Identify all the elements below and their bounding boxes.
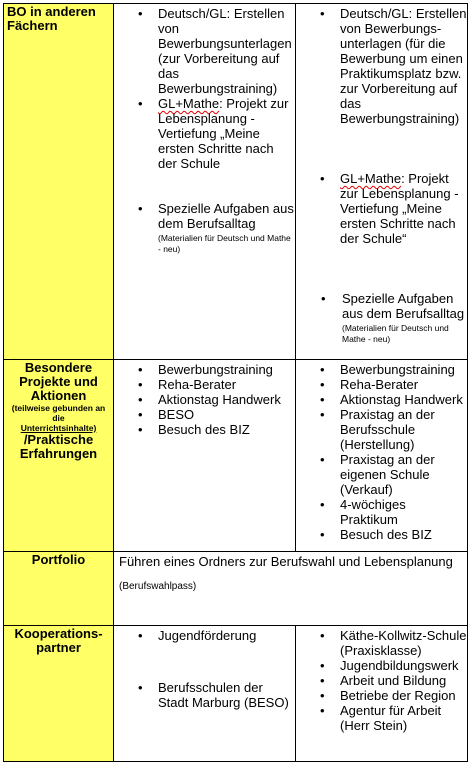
row-kooperation [4,626,468,762]
list-item: • Berufsschulen der Stadt Marburg (BESO) [114,680,295,710]
cell-kooperation-col2 [296,626,468,762]
header-projekte-label: Besondere Projekte und Aktionen [19,360,98,403]
list-item: • Praxistag an der eigenen Schule (Verkauf) [296,452,467,497]
list-projekte-col2 [296,362,467,542]
header-kooperation [4,626,114,762]
list-item: • GL+Mathe: Projekt zur Lebensplanung - Vertiefung „Meine ersten Schritte nach der Schule“ [296,171,467,246]
spell-marked-text: GL+Mathe [340,171,402,186]
header-projekte-note2: Unterrichtsinhalte) [20,423,97,433]
header-projekte [4,360,114,552]
list-item: • Deutsch/GL: Erstellen von Bewerbungs-unterlagen (für die Bewerbung um einen Praktikumsplatz bzw. zur Vorbereitung auf das Bewerbungstraining) [296,6,467,126]
list-item: • Jugendbildungswerk [296,658,467,673]
materials-note: (Materialien für Deutsch und Mathe - neu) [158,233,291,254]
list-item: • Jugendförderung [114,628,295,643]
header-portfolio-label: Portfolio [31,552,86,567]
list-faecher-col1 [114,6,295,255]
cell-projekte-col2 [296,360,468,552]
spell-marked-text: GL+Mathe [158,96,220,111]
list-projekte-col1 [114,362,295,437]
cell-faecher-col2 [296,4,468,360]
bo-table [3,3,468,762]
portfolio-sub: (Berufswahlpass) [119,581,197,592]
list-item: • GL+Mathe: Projekt zur Lebensplanung - Vertiefung „Meine ersten Schritte nach der Schule [114,96,295,171]
list-item: • Reha-Berater [296,377,467,392]
list-item: • Aktionstag Handwerk [296,392,467,407]
list-item: • Bewerbungstraining [114,362,295,377]
portfolio-text: Führen eines Ordners zur Berufswahl und Lebensplanung (Berufswahlpass) [114,554,467,594]
cell-portfolio [114,552,468,626]
row-projekte [4,360,468,552]
header-kooperation-label: Kooperations-partner [14,626,103,655]
list-kooperation-col2 [296,628,467,733]
header-projekte-note1: (teilweise gebunden an die [11,403,106,423]
list-item: • Deutsch/GL: Erstellen von Bewerbungsunterlagen (zur Vorbereitung auf das Bewerbungstraining) [114,6,295,96]
list-item: • BESO [114,407,295,422]
list-item: • Arbeit und Bildung [296,673,467,688]
materials-note: (Materialien für Deutsch und Mathe - neu) [342,323,449,344]
list-item: • Spezielle Aufgaben aus dem Berufsalltag (Materialien für Deutsch und Mathe - neu) [114,201,295,255]
header-faecher-label: BO in anderen Fächern [7,4,96,33]
list-item: • Praxistag an der Berufsschule (Herstellung) [296,407,467,452]
list-item: • Spezielle Aufgaben aus dem Berufsalltag (Materialien für Deutsch und Mathe - neu) [296,291,467,345]
row-faecher [4,4,468,360]
header-projekte-tail: /Praktische Erfahrungen [19,432,98,461]
list-item: • Käthe-Kollwitz-Schule (Praxisklasse) [296,628,467,658]
list-kooperation-col1 [114,628,295,710]
cell-projekte-col1 [114,360,296,552]
list-item: • Besuch des BIZ [296,527,467,542]
list-item: • Besuch des BIZ [114,422,295,437]
list-item: • Agentur für Arbeit (Herr Stein) [296,703,467,733]
list-faecher-col2 [296,6,467,345]
list-item: • Betriebe der Region [296,688,467,703]
list-item: • Bewerbungstraining [296,362,467,377]
list-item: • 4-wöchiges Praktikum [296,497,467,527]
cell-faecher-col1 [114,4,296,360]
header-portfolio [4,552,114,626]
row-portfolio [4,552,468,626]
header-faecher [4,4,114,360]
list-item: • Reha-Berater [114,377,295,392]
cell-kooperation-col1 [114,626,296,762]
list-item: • Aktionstag Handwerk [114,392,295,407]
